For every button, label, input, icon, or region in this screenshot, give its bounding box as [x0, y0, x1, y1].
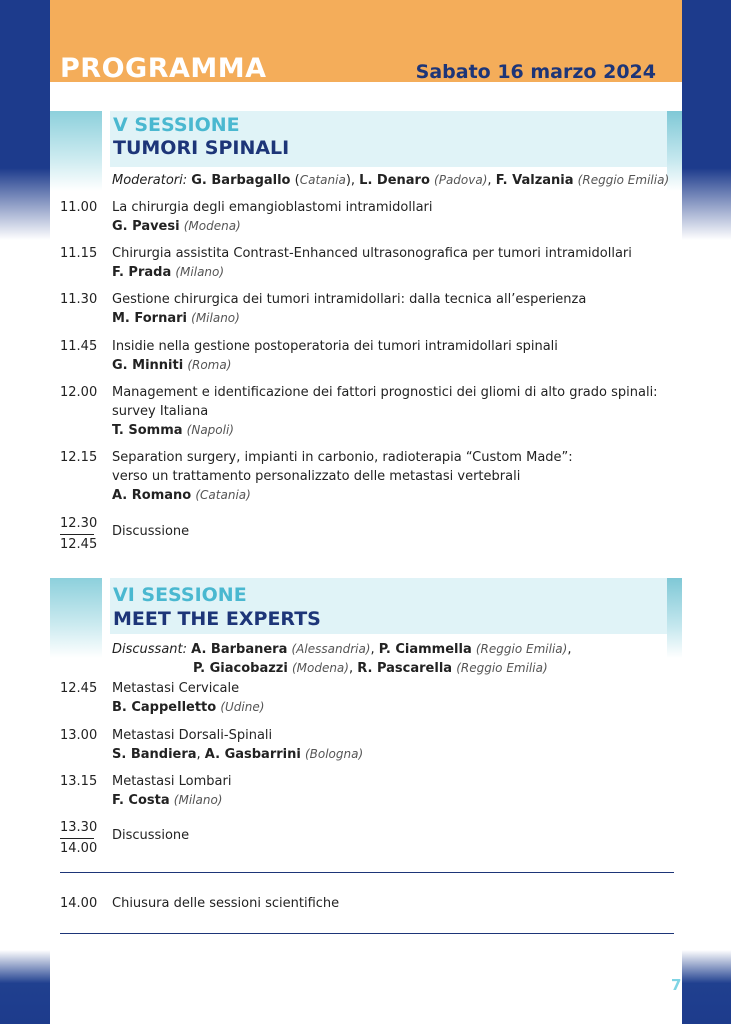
item-title-continued: verso un trattamento personalizzato delle metastasi vertebrali	[112, 469, 521, 484]
discussion-time-start: 13.30	[60, 818, 94, 839]
speaker-city: (Bologna)	[304, 747, 364, 761]
item-title: Metastasi Dorsali-Spinali	[112, 728, 273, 743]
speaker-city: (Udine)	[220, 700, 265, 714]
moderator-city: Padova	[438, 173, 483, 187]
moderators-label: Moderatori:	[112, 173, 188, 188]
discussion-time	[60, 818, 98, 858]
item-time: 11.45	[60, 339, 98, 354]
discussion-time-end: 12.45	[60, 537, 98, 552]
item-time: 11.30	[60, 292, 98, 307]
speaker-city: (Napoli)	[186, 423, 234, 437]
discussion-label: Discussione	[112, 828, 190, 843]
moderator-name: F. Valzania	[495, 173, 574, 188]
speaker-city: (Milano)	[191, 311, 240, 325]
discussant-name: P. Giacobazzi	[193, 661, 288, 676]
item-time: 12.45	[60, 681, 98, 696]
session-accent-left	[50, 111, 102, 191]
speaker-name: T. Somma	[112, 423, 183, 438]
item-title: Separation surgery, impianti in carbonio, radioterapia “Custom Made”:	[112, 450, 573, 465]
speaker-name: A. Gasbarrini	[204, 747, 301, 762]
item-time: 11.00	[60, 200, 98, 215]
item-time: 12.15	[60, 450, 98, 465]
session-accent-right	[667, 111, 682, 191]
speaker-city: (Milano)	[173, 793, 223, 807]
discussants-label: Discussant:	[112, 642, 188, 657]
item-title: Chirurgia assistita Contrast-Enhanced ultrasonografica per tumori intramidollari	[112, 246, 632, 261]
discussants: Discussant: A. Barbanera (Alessandria), P. Ciammella (Reggio Emilia),	[112, 642, 572, 657]
discussant-city: (Alessandria)	[291, 642, 371, 656]
discussion-label: Discussione	[112, 524, 190, 539]
item-title: Gestione chirurgica dei tumori intramidollari: dalla tecnica all’esperienza	[112, 292, 587, 307]
discussant-name: R. Pascarella	[357, 661, 453, 676]
moderators: Moderatori: G. Barbagallo (Catania), L. Denaro (Padova), F. Valzania (Reggio Emilia)	[112, 173, 670, 188]
event-date: Sabato 16 marzo 2024	[415, 61, 656, 83]
speaker-city: (Modena)	[183, 219, 241, 233]
speaker-city: (Catania)	[195, 488, 251, 502]
moderator-name: G. Barbagallo	[191, 173, 291, 188]
speaker-name: G. Pavesi	[112, 219, 180, 234]
item-time: 14.00	[60, 896, 98, 911]
discussant-city: (Reggio Emilia)	[475, 642, 568, 656]
session-number: V SESSIONE	[113, 114, 240, 136]
item-time: 13.00	[60, 728, 98, 743]
divider	[60, 872, 674, 873]
item-title: Insidie nella gestione postoperatoria dei tumori intramidollari spinali	[112, 339, 558, 354]
item-time: 11.15	[60, 246, 98, 261]
speaker-name: A. Romano	[112, 488, 192, 503]
session-accent-right	[667, 578, 682, 658]
discussion-time-start: 12.30	[60, 514, 94, 535]
discussant-city: (Modena)	[291, 661, 349, 675]
discussant-name: P. Ciammella	[378, 642, 472, 657]
closing-label: Chiusura delle sessioni scientifiche	[112, 896, 340, 911]
speaker-name: F. Costa	[112, 793, 170, 808]
discussants-continued: P. Giacobazzi (Modena), R. Pascarella (Reggio Emilia)	[193, 661, 548, 676]
speaker-name: B. Cappelletto	[112, 700, 217, 715]
speaker-city: (Roma)	[187, 358, 232, 372]
speaker-city: (Milano)	[175, 265, 225, 279]
discussion-time	[60, 514, 98, 554]
discussant-city: (Reggio Emilia)	[456, 661, 548, 675]
moderator-name: L. Denaro	[359, 173, 430, 188]
item-title: Management e identificazione dei fattori prognostici dei gliomi di alto grado spinali: survey Italiana	[112, 385, 658, 419]
item-title: Metastasi Cervicale	[112, 681, 240, 696]
session-name: MEET THE EXPERTS	[113, 608, 321, 630]
speaker-name: G. Minniti	[112, 358, 184, 373]
item-time: 13.15	[60, 774, 98, 789]
discussant-name: A. Barbanera	[191, 642, 288, 657]
item-title: Metastasi Lombari	[112, 774, 232, 789]
moderator-city: Reggio Emilia	[582, 173, 665, 187]
session-accent-left	[50, 578, 102, 658]
session-number: VI SESSIONE	[113, 584, 247, 606]
divider	[60, 933, 674, 934]
speaker-name: S. Bandiera	[112, 747, 197, 762]
speaker-name: F. Prada	[112, 265, 172, 280]
speaker-name: M. Fornari	[112, 311, 187, 326]
page-title: PROGRAMMA	[60, 53, 267, 84]
item-time: 12.00	[60, 385, 98, 400]
item-title: La chirurgia degli emangioblastomi intramidollari	[112, 200, 433, 215]
moderator-city: Catania	[299, 173, 346, 187]
session-name: TUMORI SPINALI	[113, 137, 290, 159]
discussion-time-end: 14.00	[60, 841, 98, 856]
page-number: 7	[671, 976, 682, 994]
